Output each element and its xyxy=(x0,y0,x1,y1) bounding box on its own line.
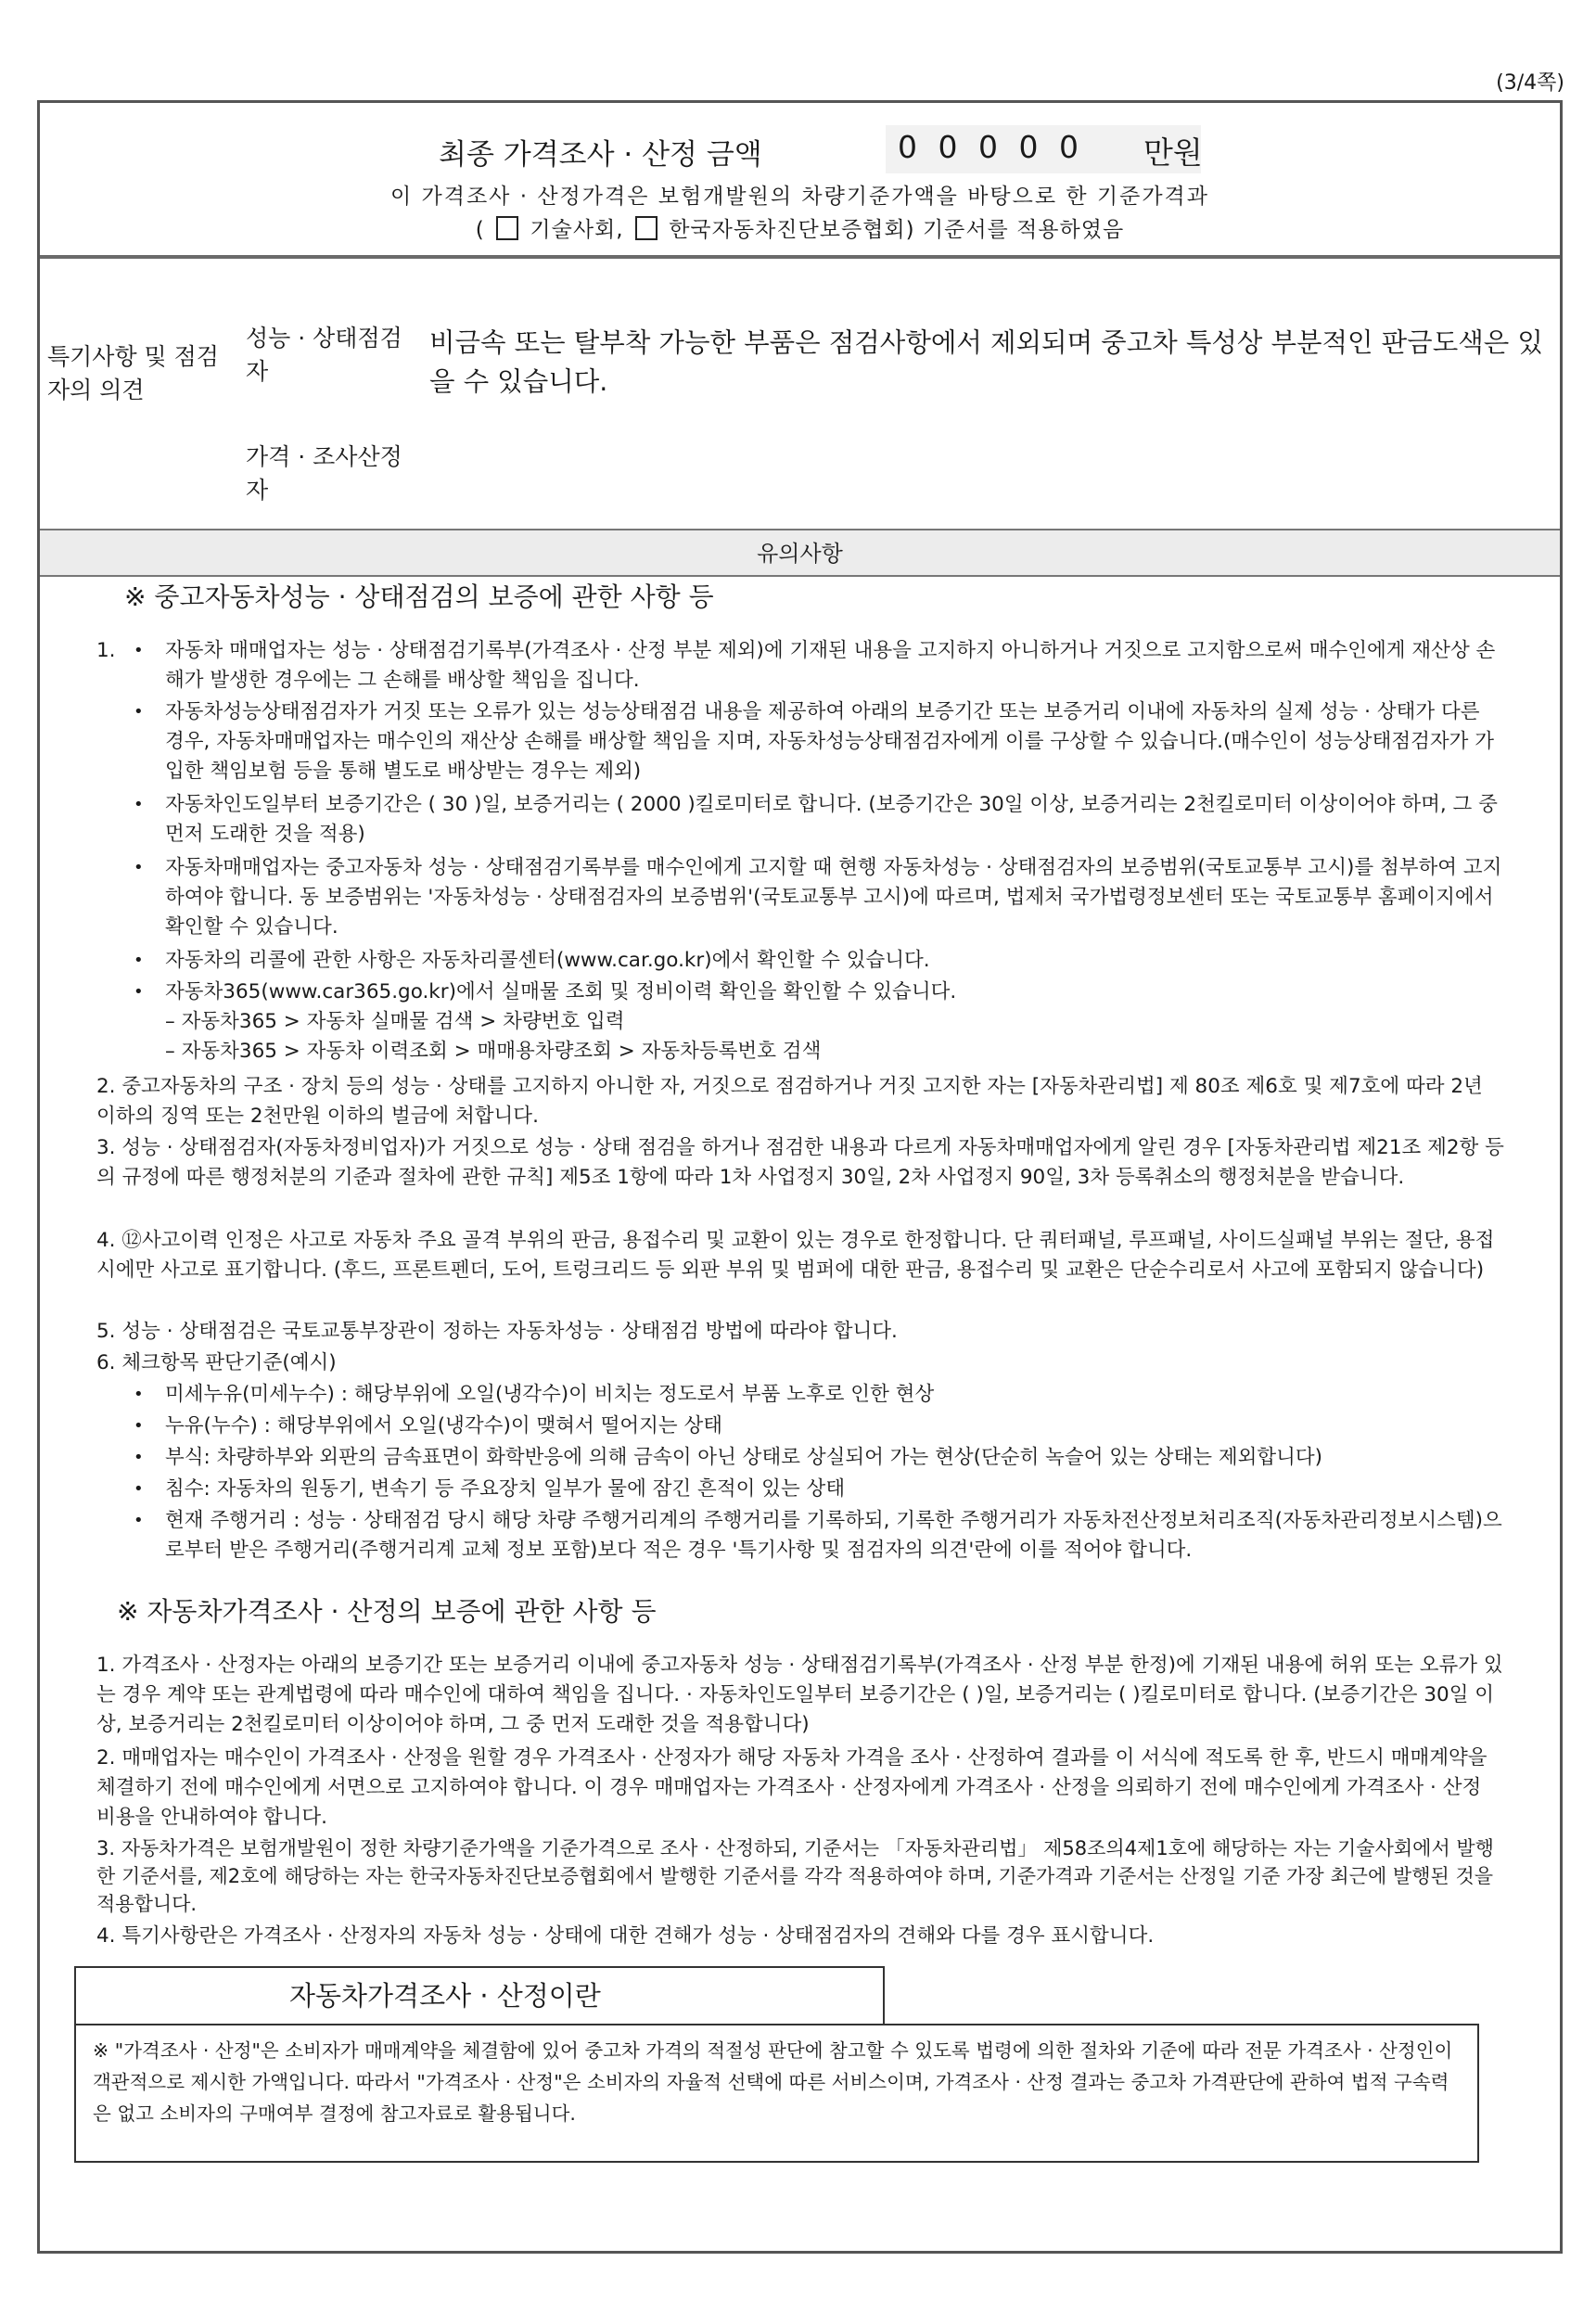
bullet-icon: • xyxy=(134,702,144,722)
notice-item: 5. 성능 · 상태점검은 국토교통부장관이 정하는 자동차성능 · 상태점검 방법에 따라야 합니다. xyxy=(96,1320,898,1343)
option-engineers-society: 기술사회, xyxy=(530,218,624,242)
section2-title: ※ 자동차가격조사 · 산정의 보증에 관한 사항 등 xyxy=(117,1596,657,1627)
appraisal-item: 2. 매매업자는 매수인이 가격조사 · 산정을 원할 경우 가격조사 · 산정자가 해당 자동차 가격을 조사 · 산정하여 결과를 이 서식에 적도록 한 후, 반드시 매매계약을 체결하기 전에 매수인에게 서면으로 고지하여야 합니다. 이 경우 매매업자는 가격조사 · 산정자에게 가격조사 · 산정을 의뢰하기 전에 매수인에게 가격조사 · 산정 비용을 안내하여야 합니다. xyxy=(96,1746,1487,1829)
criteria-item: 누유(누수) : 해당부위에서 오일(냉각수)이 맺혀서 떨어지는 상태 xyxy=(165,1414,723,1438)
price-value: 0 0 0 0 0 xyxy=(898,129,1084,165)
bullet-icon: • xyxy=(134,982,144,1002)
notice-item: 2. 중고자동차의 구조 · 장치 등의 성능 · 상태를 고지하지 아니한 자, 거짓으로 점검하거나 거짓 고지한 자는 [자동차관리법] 제 80조 제6호 및 제7호에 따라 2년 이하의 징역 또는 2천만원 이하의 벌금에 처합니다. xyxy=(96,1075,1483,1128)
bullet-icon: • xyxy=(134,1511,144,1530)
inspector-role-label: 성능 · 상태점검자 xyxy=(246,325,402,385)
price-section xyxy=(40,103,1560,259)
standard-selection xyxy=(40,212,1560,243)
notice-header: 유의사항 xyxy=(40,530,1560,577)
page-number: (3/4쪽) xyxy=(1496,71,1564,95)
option-diagnosis-association: 한국자동차진단보증협회) 기준서를 적용하였음 xyxy=(669,218,1125,242)
notice-subitem: – 자동차365 > 자동차 실매물 검색 > 차량번호 입력 xyxy=(165,1010,625,1033)
bullet-icon: • xyxy=(134,951,144,970)
bullet-icon: • xyxy=(134,1479,144,1499)
criteria-item: 부식: 차량하부와 외판의 금속표면이 화학반응에 의해 금속이 아닌 상태로 상실되어 가는 현상(단순히 녹슬어 있는 상태는 제외합니다) xyxy=(165,1446,1323,1469)
notice-item: 3. 성능 · 상태점검자(자동차정비업자)가 거짓으로 성능 · 상태 점검을 하거나 점검한 내용과 다르게 자동차매매업자에게 알린 경우 [자동차관리법 제21조 제2항 등의 규정에 따른 행정처분의 기준과 절차에 관한 규칙] 제5조 1항에 따라 1차 사업정지 30일, 2차 사업정지 90일, 3차 등록취소의 행정처분을 받습니다. xyxy=(96,1136,1504,1189)
criteria-item: 미세누유(미세누수) : 해당부위에 오일(냉각수)이 비치는 정도로서 부품 노후로 인한 현상 xyxy=(165,1383,935,1406)
bullet-icon: • xyxy=(134,858,144,877)
appraisal-item: 3. 자동차가격은 보험개발원이 정한 차량기준가액을 기준가격으로 조사 · 산정하되, 기준서는 「자동차관리법」 제58조의4제1호에 해당하는 자는 기술사회에서 발행한 기준서를, 제2호에 해당하는 자는 한국자동차진단보증협회에서 발행한 기준서를 각각 적용하여야 하며, 기준가격과 기준서는 산정일 기준 가장 최근에 발행된 것을 적용합니다. xyxy=(96,1837,1494,1915)
bullet-icon: • xyxy=(134,795,144,814)
definition-text: ※ "가격조사 · 산정"은 소비자가 매매계약을 체결함에 있어 중고차 가격의 적절성 판단에 참고할 수 있도록 법령에 의한 절차와 기준에 따라 전문 가격조사 · 산정인이 객관적으로 제시한 가액입니다. 따라서 "가격조사 · 산정"은 소비자의 자율적 선택에 따른 서비스이며, 가격조사 · 산정 결과는 중고차 가격판단에 관하여 법적 구속력은 없고 소비자의 구매여부 결정에 참고자료로 활용됩니다. xyxy=(93,2039,1453,2125)
definition-title: 자동차가격조사 · 산정이란 xyxy=(74,1966,885,2025)
bullet-icon: • xyxy=(134,1416,144,1436)
section1-title: ※ 중고자동차성능 · 상태점검의 보증에 관한 사항 등 xyxy=(124,581,714,612)
notice-item: 4. ⑫사고이력 인정은 사고로 자동차 주요 골격 부위의 판금, 용접수리 및 교환이 있는 경우로 한정합니다. 단 쿼터패널, 루프패널, 사이드실패널 부위는 절단, 용접 시에만 사고로 표기합니다. (후드, 프론트펜더, 도어, 트렁크리드 등 외판 부위 및 범퍼에 대한 판금, 용접수리 및 교환은 단순수리로서 사고에 포함되지 않습니다) xyxy=(96,1229,1495,1282)
notice-subitem: – 자동차365 > 자동차 이력조회 > 매매용차량조회 > 자동차등록번호 검색 xyxy=(165,1040,822,1063)
opinion-section xyxy=(40,259,1560,530)
appraisal-item-4: 4. 특기사항란은 가격조사 · 산정자의 자동차 성능 · 상태에 대한 견해가 성능 · 상태점검자의 견해와 다를 경우 표시합니다. xyxy=(96,1924,1155,1948)
checkbox-diagnosis-association[interactable] xyxy=(635,216,658,240)
appraisal-item: 1. 가격조사 · 산정자는 아래의 보증기간 또는 보증거리 이내에 중고자동차 성능 · 상태점검기록부(가격조사 · 산정 부분 한정)에 기재된 내용에 허위 또는 오류가 있는 경우 계약 또는 관계법령에 따라 매수인에 대하여 책임을 집니다. · 자동차인도일부터 보증기간은 ( )일, 보증거리는 ( )킬로미터로 합니다. (보증기간은 30일 이상, 보증거리는 2천킬로미터 이상이어야 하며, 그 중 먼저 도래한 것을 적용합니다) xyxy=(96,1654,1503,1736)
bullet-icon: • xyxy=(134,641,144,660)
appraiser-role-label: 가격 · 조사산정자 xyxy=(246,443,402,504)
paren-open: ( xyxy=(475,218,485,242)
notice-bullet: 자동차성능상태점검자가 거짓 또는 오류가 있는 성능상태점검 내용을 제공하여 아래의 보증기간 또는 보증거리 이내에 자동차의 실제 성능 · 상태가 다른 경우, 자동차매매업자는 매수인의 재산상 손해를 배상할 책임을 지며, 자동차성능상태점검자에게 이를 구상할 수 있습니다.(매수인이 성능상태점검자가 가입한 책임보험 등을 통해 별도로 배상받는 경우는 제외) xyxy=(165,700,1495,783)
price-unit: 만원 xyxy=(1143,134,1203,171)
item-number: 1. xyxy=(96,639,116,662)
notice-bullet: 자동차365(www.car365.go.kr)에서 실매물 조회 및 정비이력 확인을 확인할 수 있습니다. xyxy=(165,980,957,1003)
notice-bullet: 자동차의 리콜에 관한 사항은 자동차리콜센터(www.car.go.kr)에서 확인할 수 있습니다. xyxy=(165,949,930,972)
notice-item: 6. 체크항목 판단기준(예시) xyxy=(96,1351,337,1374)
checkbox-engineers-society[interactable] xyxy=(496,216,518,240)
price-description: 이 가격조사 · 산정가격은 보험개발원의 차량기준가액을 바탕으로 한 기준가격과 xyxy=(390,185,1209,209)
price-title: 최종 가격조사 · 산정 금액 xyxy=(439,138,762,172)
bullet-icon: • xyxy=(134,1448,144,1467)
notice-bullet: 자동차 매매업자는 성능 · 상태점검기록부(가격조사 · 산정 부분 제외)에 기재된 내용을 고지하지 아니하거나 거짓으로 고지함으로써 매수인에게 재산상 손해가 발생한 경우에는 그 손해를 배상할 책임을 집니다. xyxy=(165,639,1496,692)
opinion-label: 특기사항 및 점검자의 의견 xyxy=(47,343,219,403)
notice-bullet: 자동차인도일부터 보증기간은 ( 30 )일, 보증거리는 ( 2000 )킬로미터로 합니다. (보증기간은 30일 이상, 보증거리는 2천킬로미터 이상이어야 하며, 그 중 먼저 도래한 것을 적용) xyxy=(165,793,1498,846)
inspector-opinion-text: 비금속 또는 탈부착 가능한 부품은 점검사항에서 제외되며 중고차 특성상 부분적인 판금도색은 있을 수 있습니다. xyxy=(429,327,1543,397)
criteria-item: 침수: 자동차의 원동기, 변속기 등 주요장치 일부가 물에 잠긴 흔적이 있는 상태 xyxy=(165,1477,846,1501)
notice-bullet: 자동차매매업자는 중고자동차 성능 · 상태점검기록부를 매수인에게 고지할 때 현행 자동차성능 · 상태점검자의 보증범위(국토교통부 고시)를 첨부하여 고지하여야 합니다. 동 보증범위는 '자동차성능 · 상태점검자의 보증범위'(국토교통부 고시)에 따르며, 법제처 국가법령정보센터 또는 국토교통부 홈페이지에서 확인할 수 있습니다. xyxy=(165,856,1502,939)
bullet-icon: • xyxy=(134,1385,144,1404)
criteria-item: 현재 주행거리 : 성능 · 상태점검 당시 해당 차량 주행거리계의 주행거리를 기록하되, 기록한 주행거리가 자동차전산정보처리조직(자동차관리정보시스템)으로부터 받은 주행거리(주행거리계 교체 정보 포함)보다 적은 경우 '특기사항 및 점검자의 의견'란에 이를 적어야 합니다. xyxy=(165,1509,1502,1562)
